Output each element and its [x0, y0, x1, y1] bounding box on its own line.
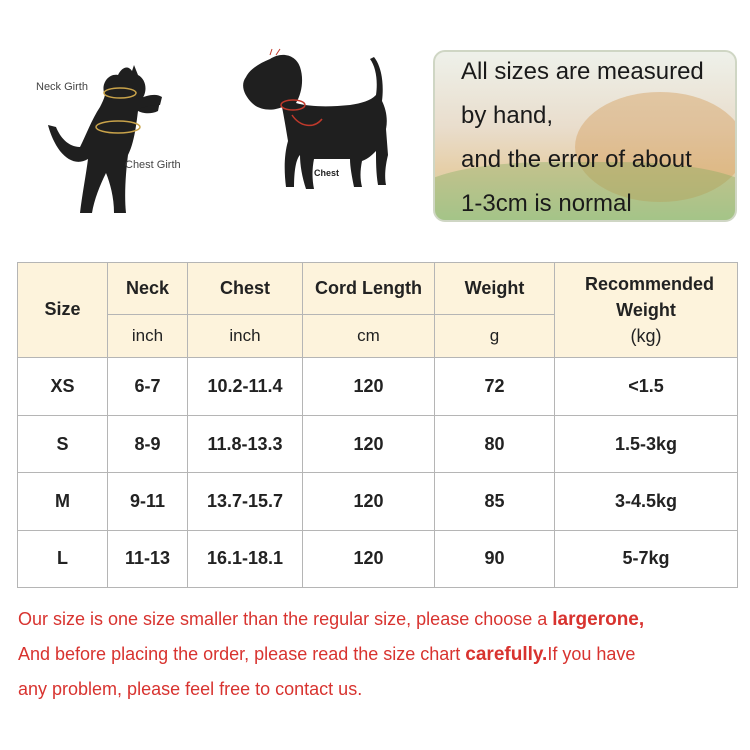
header-weight: Weight — [435, 263, 555, 315]
header-neck: Neck — [108, 263, 188, 315]
cell-weight: 80 — [435, 415, 555, 472]
cell-weight: 72 — [435, 357, 555, 415]
cell-recommended: <1.5 — [555, 357, 738, 415]
footer-emphasis: carefully. — [465, 644, 548, 665]
cell-chest: 13.7-15.7 — [188, 473, 303, 530]
table-row — [18, 530, 738, 587]
cell-neck: 6-7 — [108, 357, 188, 415]
header-size: Size — [18, 263, 108, 358]
cell-chest: 16.1-18.1 — [188, 530, 303, 587]
cell-neck: 11-13 — [108, 530, 188, 587]
chest-label: Chest — [314, 168, 340, 178]
footer-line-3: any problem, please feel free to contact us. — [18, 679, 363, 699]
cell-cord: 120 — [303, 357, 435, 415]
cell-size: M — [18, 473, 108, 530]
note-line: and the error of about — [461, 146, 692, 173]
table-row — [18, 357, 738, 415]
cat-measurement-figure — [30, 55, 200, 225]
footer-text: And before placing the order, please read the size chart — [18, 644, 466, 664]
table-row — [18, 415, 738, 472]
cell-cord: 120 — [303, 530, 435, 587]
table-row — [18, 473, 738, 530]
unit-neck: inch — [108, 315, 188, 357]
measurement-note — [433, 50, 737, 222]
dog-silhouette-icon — [230, 45, 405, 205]
footer-line-1 — [18, 602, 738, 637]
recommended-weight-unit: (kg) — [630, 325, 662, 346]
size-chart-table — [17, 262, 738, 588]
footer-text: If you have — [547, 644, 636, 664]
recommended-weight-title: Recommended Weight — [585, 273, 715, 320]
footer-text: Our size is one size smaller than the regular size, please choose a — [18, 609, 553, 629]
cell-chest: 10.2-11.4 — [188, 357, 303, 415]
unit-cord: cm — [303, 315, 435, 357]
cell-weight: 85 — [435, 473, 555, 530]
footer-emphasis: largerone, — [552, 609, 645, 630]
neck-girth-label: Neck Girth — [36, 81, 88, 93]
cell-neck: 8-9 — [108, 415, 188, 472]
footer-notice — [18, 602, 738, 706]
footer-line-2 — [18, 637, 738, 672]
header-cord-length: Cord Length — [303, 263, 435, 315]
header-recommended-weight — [555, 263, 738, 358]
cell-neck: 9-11 — [108, 473, 188, 530]
unit-chest: inch — [188, 315, 303, 357]
cell-cord: 120 — [303, 473, 435, 530]
cell-recommended: 3-4.5kg — [555, 473, 738, 530]
unit-weight: g — [435, 315, 555, 357]
cell-size: XS — [18, 357, 108, 415]
cell-chest: 11.8-13.3 — [188, 415, 303, 472]
header-chest: Chest — [188, 263, 303, 315]
note-line: All sizes are measured — [461, 58, 704, 85]
dog-measurement-figure — [230, 45, 405, 205]
cell-size: L — [18, 530, 108, 587]
cell-size: S — [18, 415, 108, 472]
note-line: 1-3cm is normal — [461, 190, 632, 217]
cell-cord: 120 — [303, 415, 435, 472]
cell-recommended: 1.5-3kg — [555, 415, 738, 472]
cell-weight: 90 — [435, 530, 555, 587]
note-line: by hand, — [461, 102, 554, 129]
chest-girth-label: Chest Girth — [125, 159, 181, 171]
cell-recommended: 5-7kg — [555, 530, 738, 587]
